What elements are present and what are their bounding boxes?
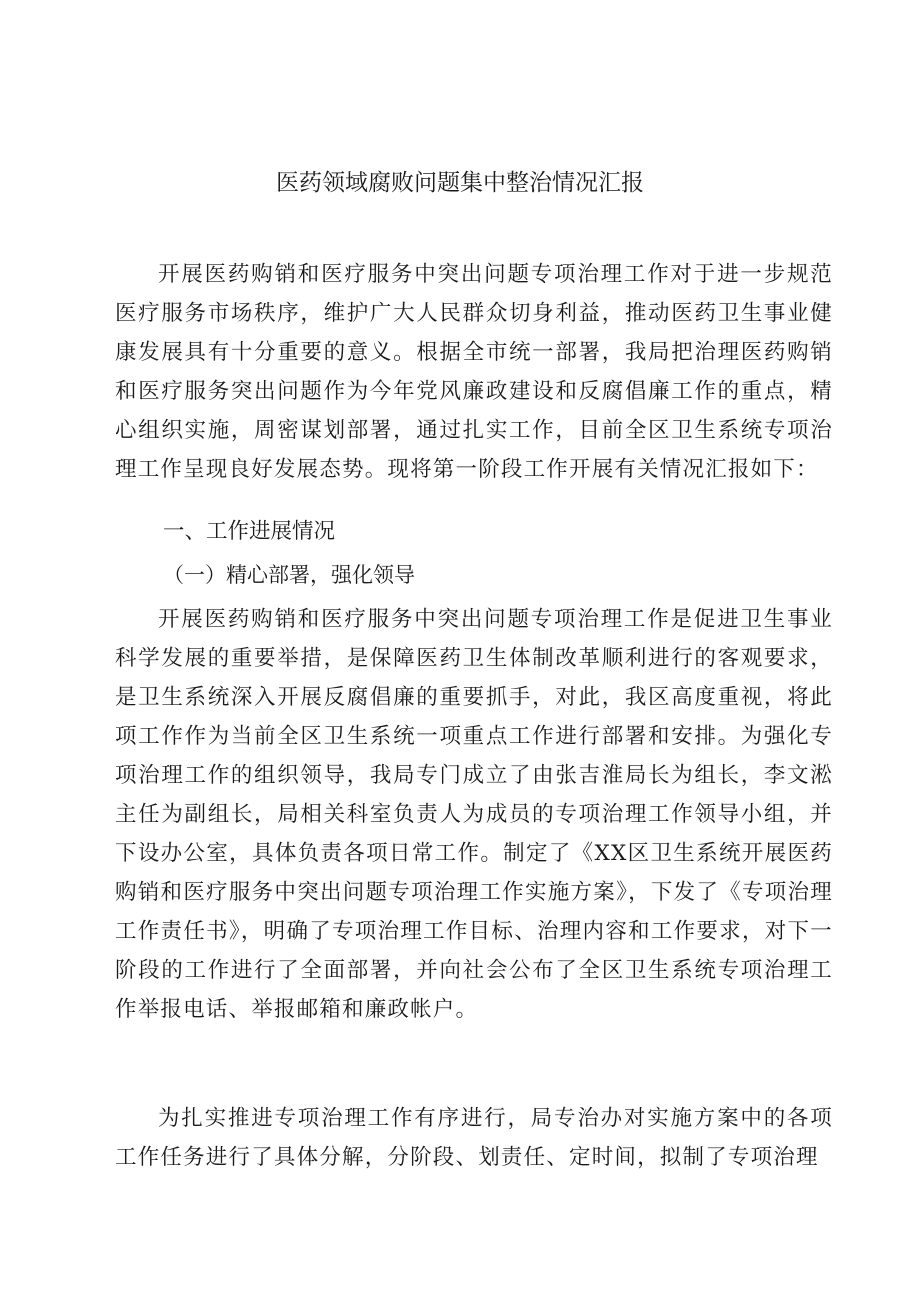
document-title: 医药领域腐败问题集中整治情况汇报 xyxy=(276,170,644,196)
deployment-paragraph: 开展医药购销和医疗服务中突出问题专项治理工作是促进卫生事业科学发展的重要举措，是保障医药卫生体制改革顺利进行的客观要求，是卫生系统深入开展反腐倡廉的重要抓手，对此，我区高度重视，将此项工作作为当前全区卫生系统一项重点工作进行部署和安排。为强化专项治理工作的组织领导，我局专门成立了由张吉淮局长为组长，李文淞主任为副组长，局相关科室负责人为成员的专项治理工作领导小组，并下设办公室，具体负责各项日常工作。制定了《XX区卫生系统开展医药购销和医疗服务中突出问题专项治理工作实施方案》，下发了《专项治理工作责任书》，明确了专项治理工作目标、治理内容和工作要求，对下一阶段的工作进行了全面部署，并向社会公布了全区卫生系统专项治理工作举报电话、举报邮箱和廉政帐户。 xyxy=(115,607,833,1022)
intro-paragraph: 开展医药购销和医疗服务中突出问题专项治理工作对于进一步规范医疗服务市场秩序，维护广大人民群众切身利益，推动医药卫生事业健康发展具有十分重要的意义。根据全市统一部署，我局把治理医药购销和医疗服务突出问题作为今年党风廉政建设和反腐倡廉工作的重点，精心组织实施，周密谋划部署，通过扎实工作，目前全区卫生系统专项治理工作呈现良好发展态势。现将第一阶段工作开展有关情况汇报如下： xyxy=(115,262,833,482)
implementation-paragraph: 为扎实推进专项治理工作有序进行，局专治办对实施方案中的各项工作任务进行了具体分解，分阶段、划责任、定时间，拟制了专项治理 xyxy=(115,1106,833,1170)
subsection-heading-deployment: （一）精心部署，强化领导 xyxy=(163,563,415,587)
section-heading-work-progress: 一、工作进展情况 xyxy=(163,519,336,544)
